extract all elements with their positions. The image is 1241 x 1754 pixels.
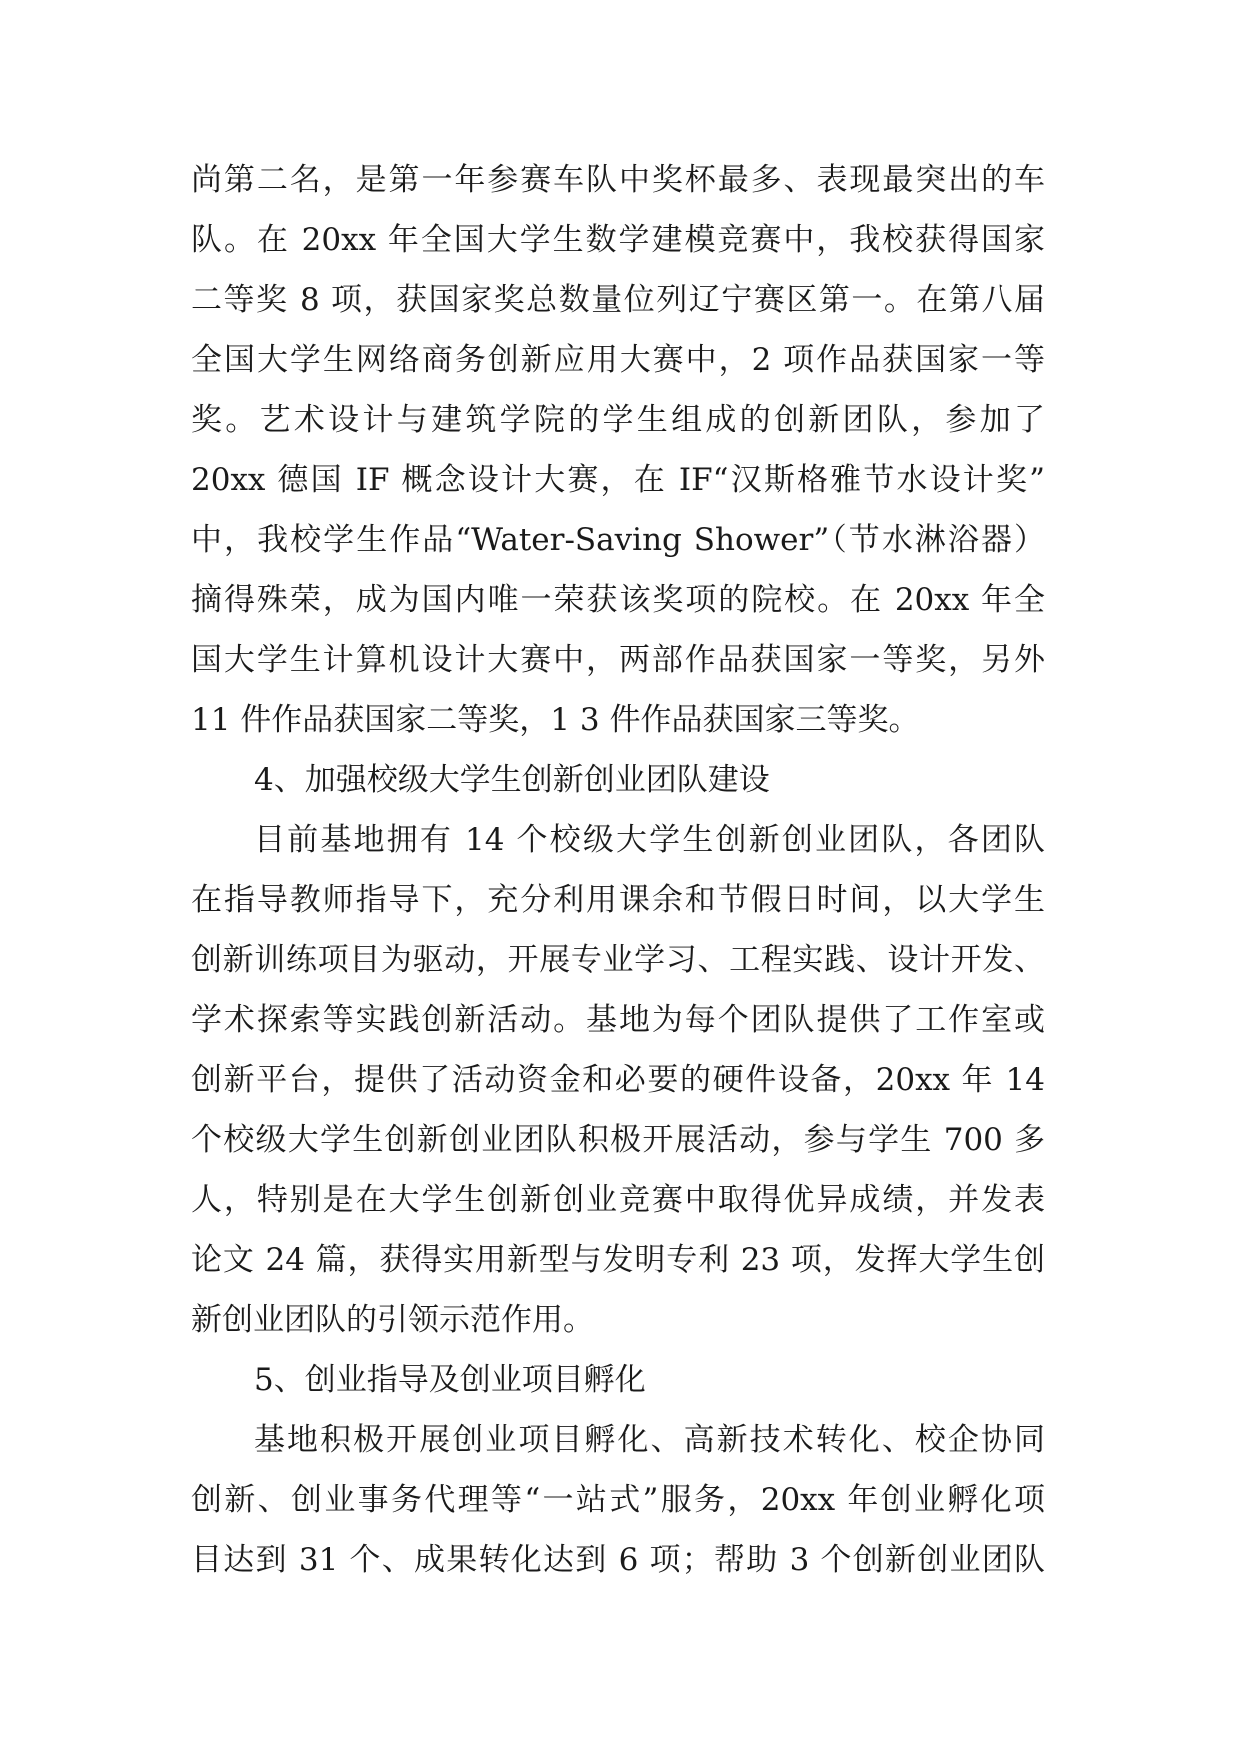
- paragraph-2-line: 目前基地拥有 14 个校级大学生创新创业团队，各团队: [254, 822, 1045, 858]
- paragraph-1-line: 中，我校学生作品“Water-Saving Shower”（节水淋浴器）: [191, 522, 1045, 558]
- paragraph-2-line: 创新平台，提供了活动资金和必要的硬件设备，20xx 年 14: [191, 1062, 1045, 1098]
- section-heading-4: 4、加强校级大学生创新创业团队建设: [254, 762, 770, 798]
- paragraph-1-line: 二等奖 8 项，获国家奖总数量位列辽宁赛区第一。在第八届: [191, 282, 1045, 318]
- section-heading-5: 5、创业指导及创业项目孵化: [254, 1362, 646, 1398]
- paragraph-2-line: 在指导教师指导下，充分利用课余和节假日时间，以大学生: [191, 882, 1045, 918]
- paragraph-2-line: 个校级大学生创新创业团队积极开展活动，参与学生 700 多: [191, 1122, 1045, 1158]
- paragraph-3-line: 目达到 31 个、成果转化达到 6 项；帮助 3 个创新创业团队: [191, 1542, 1045, 1578]
- paragraph-3-line: 创新、创业事务代理等“一站式”服务，20xx 年创业孵化项: [191, 1482, 1045, 1518]
- paragraph-1-line: 尚第二名，是第一年参赛车队中奖杯最多、表现最突出的车: [191, 162, 1045, 198]
- paragraph-2-line: 人，特别是在大学生创新创业竞赛中取得优异成绩，并发表: [191, 1182, 1045, 1218]
- paragraph-1-line: 摘得殊荣，成为国内唯一荣获该奖项的院校。在 20xx 年全: [191, 582, 1045, 618]
- paragraph-2-line: 创新训练项目为驱动，开展专业学习、工程实践、设计开发、: [191, 942, 1045, 978]
- paragraph-2-line: 论文 24 篇，获得实用新型与发明专利 23 项，发挥大学生创: [191, 1242, 1045, 1278]
- paragraph-2-line: 学术探索等实践创新活动。基地为每个团队提供了工作室或: [191, 1002, 1045, 1038]
- paragraph-2-line: 新创业团队的引领示范作用。: [191, 1302, 594, 1338]
- paragraph-3-line: 基地积极开展创业项目孵化、高新技术转化、校企协同: [254, 1422, 1045, 1458]
- paragraph-1-line: 11 件作品获国家二等奖，1 3 件作品获国家三等奖。: [191, 702, 920, 738]
- paragraph-1-line: 队。在 20xx 年全国大学生数学建模竞赛中，我校获得国家: [191, 222, 1045, 258]
- paragraph-1-line: 20xx 德国 IF 概念设计大赛，在 IF“汉斯格雅节水设计奖”: [191, 462, 1045, 498]
- paragraph-1-line: 国大学生计算机设计大赛中，两部作品获国家一等奖，另外: [191, 642, 1045, 678]
- paragraph-1-line: 奖。艺术设计与建筑学院的学生组成的创新团队，参加了: [191, 402, 1045, 438]
- paragraph-1-line: 全国大学生网络商务创新应用大赛中，2 项作品获国家一等: [191, 342, 1045, 378]
